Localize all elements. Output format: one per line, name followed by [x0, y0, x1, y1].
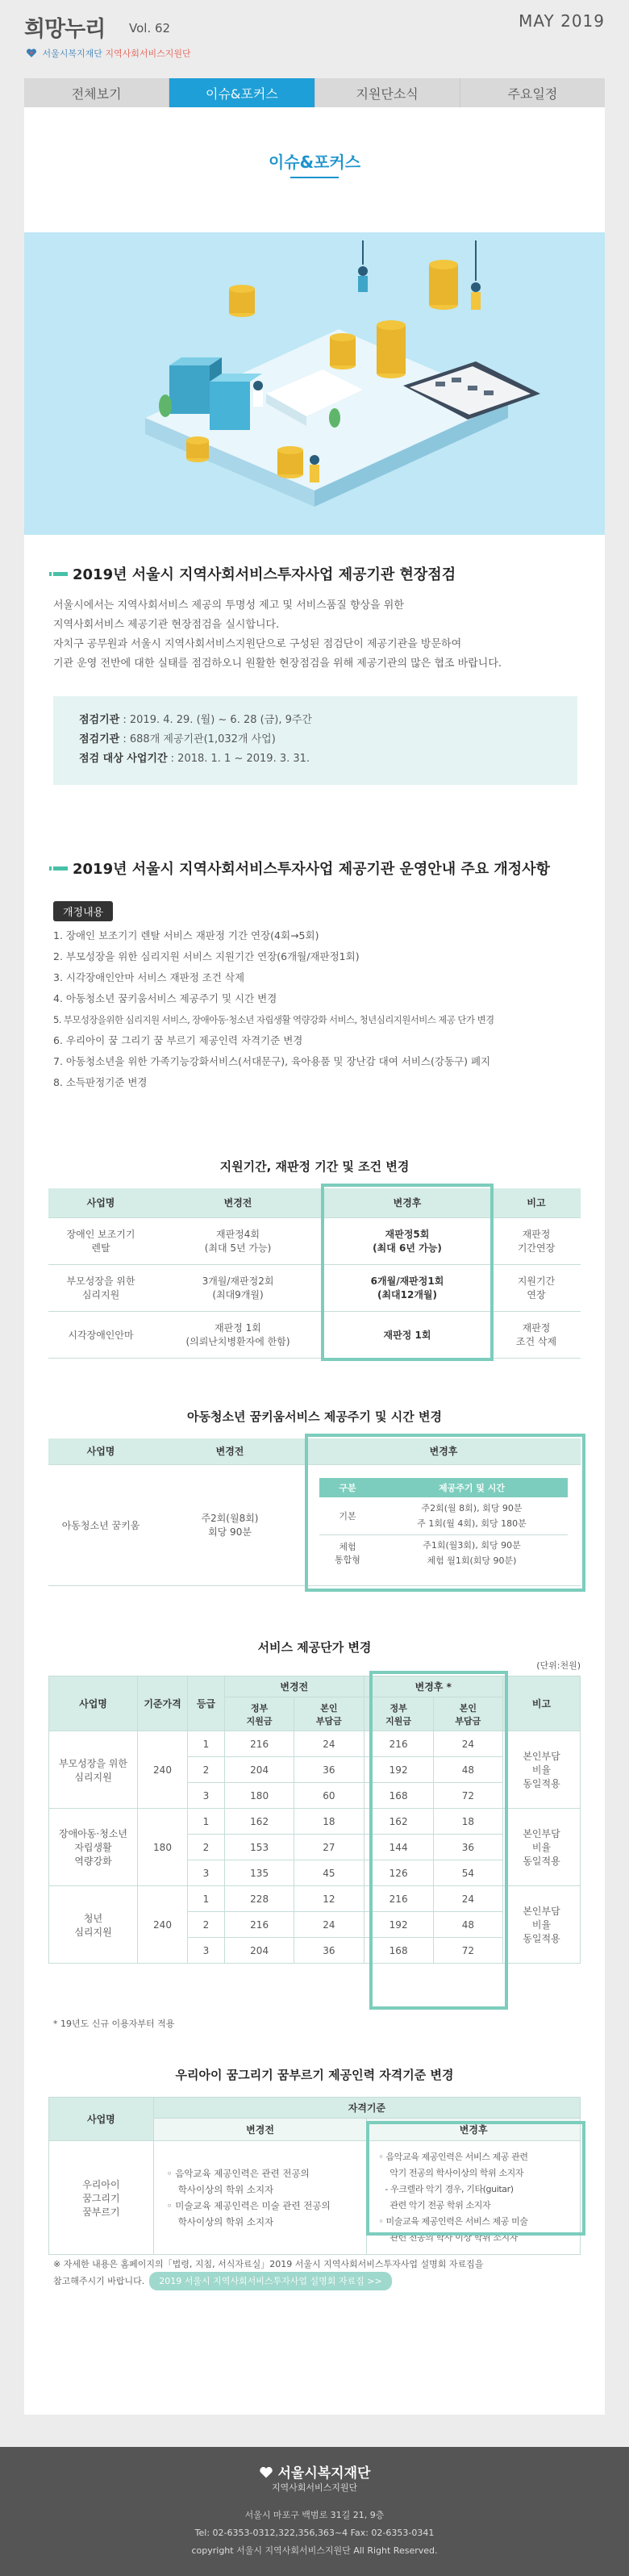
cell: 주2회(월8회) — [201, 1513, 259, 1524]
cell: 24 — [294, 1912, 364, 1938]
cell: 악기 전공의 학사이상의 학위 소지자 — [389, 2168, 524, 2178]
cell: 심리지원 — [81, 1289, 120, 1301]
cell: (최대12개월) — [377, 1289, 438, 1301]
list-item: 5. 부모성장을위한 심리지원 서비스, 장애아동·청소년 자립생활 역량강화 서비스, 청년심리지원서비스 제공 단가 변경 — [53, 1014, 494, 1025]
cell: 1 — [188, 1886, 225, 1912]
article1-line: 기관 운영 전반에 대한 실태를 점검하오니 원활한 현장점검을 위해 제공기관의 많은 협조 바랍니다. — [53, 658, 502, 670]
list-item: 2. 부모성장을 위한 심리지원 서비스 지원기간 연장(6개월/재판정1회) — [53, 950, 360, 962]
table3 — [48, 1676, 581, 1964]
table-header: 사업명 — [48, 1438, 153, 1464]
unit-label: (단위:천원) — [536, 1660, 581, 1671]
table-row — [49, 1731, 581, 1757]
table-header: 비고 — [492, 1188, 581, 1217]
cell: 우리아이 — [82, 2178, 120, 2190]
cell: 아동청소년 꿈키움 — [48, 1464, 153, 1585]
table-header: 본인 — [320, 1702, 338, 1714]
cell: 2 — [188, 1835, 225, 1860]
cell: 관련 전공의 학사 이상 학위 소지자 — [389, 2232, 519, 2243]
table-header: 변경전 — [225, 1676, 364, 1697]
brand-title[interactable]: 희망누리 — [24, 17, 106, 42]
table-row — [48, 1217, 581, 1264]
cell: 60 — [294, 1783, 364, 1809]
info-key: 점검기관 — [79, 714, 120, 726]
table-row — [319, 1534, 568, 1572]
cell: 심리지원 — [74, 1926, 112, 1938]
table3-title: 서비스 제공단가 변경 — [257, 1640, 372, 1655]
cell: 240 — [138, 1731, 188, 1809]
cell: 162 — [225, 1809, 294, 1835]
table1-title: 지원기간, 재판정 기간 및 조건 변경 — [219, 1159, 410, 1174]
table4-title: 우리아이 꿈그리기 꿈부르기 제공인력 자격기준 변경 — [175, 2068, 454, 2082]
cell: 192 — [364, 1912, 433, 1938]
table-header: 지원금 — [385, 1715, 412, 1726]
cell: 부모성장을 위한 — [59, 1757, 127, 1769]
article1-line: 지역사회서비스 제공기관 현장점검을 실시합니다. — [53, 619, 280, 631]
footer-tel: Tel: 02-6353-0312,322,356,363~4 Fax: 02-6353-0341 — [194, 2528, 435, 2538]
cell: 3 — [188, 1860, 225, 1886]
tab-news[interactable]: 지원단소식 — [315, 78, 460, 107]
table-header: 변경전 — [153, 1438, 306, 1464]
cell: 48 — [433, 1757, 502, 1783]
heart-logo-icon — [26, 48, 37, 58]
cell: 180 — [225, 1783, 294, 1809]
footer-logo — [0, 2461, 629, 2482]
cell: ◦ 음악교육 제공인력은 관련 전공의 — [166, 2168, 310, 2179]
footer-org-a: 서울시복지재단 — [277, 2465, 371, 2482]
list-item: 6. 우리아이 꿈 그리기 꿈 부르기 제공인력 자격기준 변경 — [53, 1034, 303, 1046]
cell: 주 1회(월 4회), 회당 180분 — [417, 1518, 527, 1529]
cell: 24 — [433, 1731, 502, 1757]
org-name — [26, 47, 191, 60]
cell: 1 — [188, 1731, 225, 1757]
cell: 장애아동·청소년 — [59, 1828, 127, 1839]
info-value: : 688개 제공기관(1,032개 사업) — [119, 733, 276, 745]
cell: 꿈부르기 — [82, 2206, 120, 2218]
table2-title: 아동청소년 꿈키움서비스 제공주기 및 시간 변경 — [187, 1409, 442, 1424]
table4 — [48, 2097, 581, 2255]
cell: 24 — [433, 1886, 502, 1912]
cell: 240 — [138, 1886, 188, 1964]
finance-illustration-icon — [24, 232, 605, 535]
article1-body — [53, 596, 577, 674]
cell: 부모성장을 위한 — [66, 1275, 135, 1287]
cell: 렌탈 — [91, 1242, 110, 1254]
cell: 동일적용 — [523, 1778, 560, 1789]
footer-copyright: copyright 서울시 지역사회서비스지원단 All Right Reserved. — [191, 2545, 438, 2556]
tab-issue-focus[interactable]: 이슈&포커스 — [169, 78, 314, 107]
cell: 36 — [433, 1835, 502, 1860]
cell: 204 — [225, 1938, 294, 1964]
cell: 청년 — [83, 1912, 103, 1924]
cell: 2 — [188, 1757, 225, 1783]
cell: 재판정 1회 — [215, 1322, 261, 1334]
cell: 재판정 — [522, 1322, 551, 1334]
cell: 216 — [225, 1912, 294, 1938]
bottom-note-line: ※ 자세한 내용은 홈페이지의「법령, 지침, 서식자료실」2019 서울시 지역사회서비스투자사업 설명회 자료집을 — [53, 2259, 484, 2269]
cell: 주2회(월 8회), 회당 90분 — [421, 1502, 523, 1513]
cell: 27 — [294, 1835, 364, 1860]
article1-title-text: 2019년 서울시 지역사회서비스투자사업 제공기관 현장점검 — [73, 566, 456, 583]
info-value: : 2019. 4. 29. (월) ~ 6. 28 (금), 9주간 — [119, 714, 312, 726]
revision-tag: 개정내용 — [53, 901, 113, 921]
table-row — [48, 1264, 581, 1311]
cell: 자립생활 — [74, 1842, 112, 1853]
cell: (최대9개월) — [212, 1289, 264, 1301]
cell: (최대 6년 가능) — [373, 1242, 442, 1254]
cell: 통합형 — [335, 1555, 360, 1566]
cell: 지원기간 — [517, 1275, 556, 1287]
table-row — [49, 2141, 581, 2255]
table-header: 사업명 — [48, 1188, 153, 1217]
info-key: 점검기관 — [79, 733, 120, 745]
cell: 본인부담 — [523, 1828, 560, 1839]
cell: 54 — [433, 1860, 502, 1886]
section-title-underline — [290, 177, 339, 178]
cell: 204 — [225, 1757, 294, 1783]
cell: 2 — [188, 1912, 225, 1938]
table-header: 변경후 — [306, 1438, 581, 1464]
cell: 연장 — [527, 1289, 546, 1301]
cell: 학사이상의 학위 소지자 — [177, 2184, 274, 2195]
table-row — [48, 1311, 581, 1358]
cell: ◦ 미술교육 제공인력은 서비스 제공 미술 — [378, 2216, 528, 2227]
article1-line: 자치구 공무원과 서울시 지역사회서비스지원단으로 구성된 점검단이 제공기관을 방문하여 — [53, 638, 462, 650]
cell: 168 — [364, 1938, 433, 1964]
table1 — [48, 1188, 581, 1359]
cell: 3 — [188, 1938, 225, 1964]
volume-label: Vol. 62 — [129, 21, 171, 35]
cell: 18 — [294, 1809, 364, 1835]
cell: 기간연장 — [517, 1242, 556, 1254]
article1-title — [53, 563, 456, 584]
table-header: 본인 — [459, 1702, 477, 1714]
inner-table — [319, 1478, 568, 1572]
cell: 시각장애인안마 — [68, 1329, 134, 1341]
table-header: 구분 — [319, 1478, 376, 1497]
cell: 48 — [433, 1912, 502, 1938]
cell: 비율 — [531, 1842, 552, 1853]
table-header: 변경전 — [153, 2119, 367, 2141]
table-row — [49, 1809, 581, 1835]
cell: 조건 삭제 — [515, 1336, 557, 1347]
hero-illustration — [24, 232, 605, 535]
org-name-b: 지역사회서비스지원단 — [105, 48, 191, 59]
cell: 3 — [188, 1783, 225, 1809]
cell: 45 — [294, 1860, 364, 1886]
table-header: 부담금 — [315, 1715, 342, 1726]
table-header: 변경전 — [153, 1188, 323, 1217]
inspection-info-box — [53, 696, 577, 785]
cell: 162 — [364, 1809, 433, 1835]
cell: 재판정5회 — [385, 1229, 430, 1240]
table-header: 등급 — [188, 1676, 225, 1731]
cell: 72 — [433, 1938, 502, 1964]
info-key: 점검 대상 사업기간 — [79, 753, 168, 765]
cell: 체험 — [339, 1542, 356, 1553]
cell: 재판정 1회 — [383, 1329, 431, 1341]
heart-logo-icon — [259, 2466, 273, 2479]
cell: 3개월/재판정2회 — [202, 1275, 274, 1287]
table-header: 정부 — [389, 1702, 407, 1714]
cell: 동일적용 — [523, 1856, 560, 1867]
table-header: 정부 — [250, 1702, 269, 1714]
cell: 본인부담 — [523, 1906, 560, 1917]
cell: ◦ 미술교육 제공인력은 미술 관련 전공의 — [166, 2200, 331, 2211]
table-row — [49, 1886, 581, 1912]
org-name-a: 서울시복지재단 — [42, 48, 102, 59]
cell: 체험 월1회(회당 90분) — [427, 1555, 517, 1567]
main-nav — [24, 78, 605, 107]
cell: 228 — [225, 1886, 294, 1912]
cell: 학사이상의 학위 소지자 — [177, 2216, 274, 2227]
cell: 216 — [364, 1731, 433, 1757]
cell: (최대 5년 가능) — [204, 1242, 272, 1254]
info-value: : 2018. 1. 1 ~ 2019. 3. 31. — [167, 753, 310, 765]
table-header: 사업명 — [49, 1676, 138, 1731]
cell: 144 — [364, 1835, 433, 1860]
cell: 비율 — [531, 1919, 552, 1931]
table-header: 부담금 — [455, 1715, 481, 1726]
cell: 168 — [364, 1783, 433, 1809]
list-item: 4. 아동청소년 꿈키움서비스 제공주기 및 시간 변경 — [53, 992, 277, 1004]
cell: 회당 90분 — [208, 1526, 252, 1538]
cell: 꿈그리기 — [82, 2192, 120, 2204]
cell: 6개월/재판정1회 — [370, 1275, 444, 1287]
cell: 192 — [364, 1757, 433, 1783]
header — [0, 0, 629, 66]
list-item: 3. 시각장애인안마 서비스 재판정 조건 삭제 — [53, 971, 245, 983]
table-header: 기준가격 — [138, 1676, 188, 1731]
table-header: 변경후 — [367, 2119, 581, 2141]
cell: 216 — [225, 1731, 294, 1757]
cell: 주1회(월3회), 회당 90분 — [423, 1540, 521, 1551]
cell: - 우크렐라 악기 경우, 기타(guitar) — [385, 2184, 514, 2194]
article2-title-text: 2019년 서울시 지역사회서비스투자사업 제공기관 운영안내 주요 개정사항 — [73, 861, 550, 878]
table2 — [48, 1438, 581, 1586]
list-item: 8. 소득판정기준 변경 — [53, 1076, 148, 1088]
cell: 180 — [138, 1809, 188, 1886]
list-item: 1. 장애인 보조기기 렌탈 서비스 재판정 기간 연장(4회→5회) — [53, 929, 319, 941]
issue-date: MAY 2019 — [519, 11, 605, 31]
footnote: * 19년도 신규 이용자부터 적용 — [53, 2019, 175, 2029]
cell: 1 — [188, 1809, 225, 1835]
table-header: 변경후 — [323, 1188, 492, 1217]
content-card — [24, 107, 605, 2415]
cell: 216 — [364, 1886, 433, 1912]
cell: 12 — [294, 1886, 364, 1912]
table-header: 자격기준 — [153, 2098, 580, 2119]
table-header: 지원금 — [246, 1715, 273, 1726]
table-row — [48, 1464, 581, 1585]
cell: 153 — [225, 1835, 294, 1860]
table-header: 변경후 * — [364, 1676, 503, 1697]
cell: 관련 악기 전공 학위 소지자 — [389, 2200, 491, 2211]
table-row — [319, 1497, 568, 1534]
cell: 동일적용 — [523, 1933, 560, 1944]
materials-link-button[interactable]: 2019 서울시 지역사회서비스투자사업 설명회 자료집 >> — [149, 2272, 391, 2290]
list-item: 7. 아동청소년을 위한 가족기능강화서비스(서대문구), 육아용품 및 장난감 대여 서비스(강동구) 폐지 — [53, 1055, 491, 1067]
cell: 장애인 보조기기 — [66, 1229, 135, 1240]
tab-all[interactable]: 전체보기 — [24, 78, 169, 107]
cell: 135 — [225, 1860, 294, 1886]
bottom-note-line: 참고해주시기 바랍니다. — [53, 2276, 145, 2286]
article1-line: 서울시에서는 지역사회서비스 제공의 투명성 제고 및 서비스품질 향상을 위한 — [53, 599, 404, 612]
cell: ◦ 음악교육 제공인력은 서비스 제공 관련 — [378, 2152, 528, 2162]
article2-title — [53, 858, 550, 879]
cell: 재판정4회 — [215, 1229, 260, 1240]
cell: (의뢰난치병환자에 한함) — [185, 1336, 290, 1347]
footer-address: 서울시 마포구 백범로 31길 21, 9층 — [244, 2510, 385, 2520]
table-header: 제공주기 및 시간 — [376, 1478, 568, 1497]
footer-contact — [0, 2507, 629, 2560]
cell: 126 — [364, 1860, 433, 1886]
cell: 24 — [294, 1731, 364, 1757]
cell: 역량강화 — [74, 1856, 112, 1867]
cell: 36 — [294, 1938, 364, 1964]
cell: 기본 — [319, 1497, 376, 1534]
cell: 재판정 — [522, 1229, 551, 1240]
bottom-note — [53, 2257, 585, 2290]
cell: 비율 — [531, 1764, 552, 1776]
cell: 72 — [433, 1783, 502, 1809]
table-header: 비고 — [503, 1676, 581, 1731]
cell: 심리지원 — [74, 1771, 112, 1783]
section-title: 이슈&포커스 — [268, 152, 361, 172]
cell: 36 — [294, 1757, 364, 1783]
footer — [0, 2447, 629, 2576]
footer-org-b: 지역사회서비스지원단 — [271, 2482, 358, 2493]
cell: 18 — [433, 1809, 502, 1835]
tab-schedule[interactable]: 주요일정 — [460, 78, 605, 107]
table-header: 사업명 — [49, 2098, 154, 2141]
revision-list — [53, 925, 585, 1093]
cell: 본인부담 — [523, 1751, 560, 1762]
